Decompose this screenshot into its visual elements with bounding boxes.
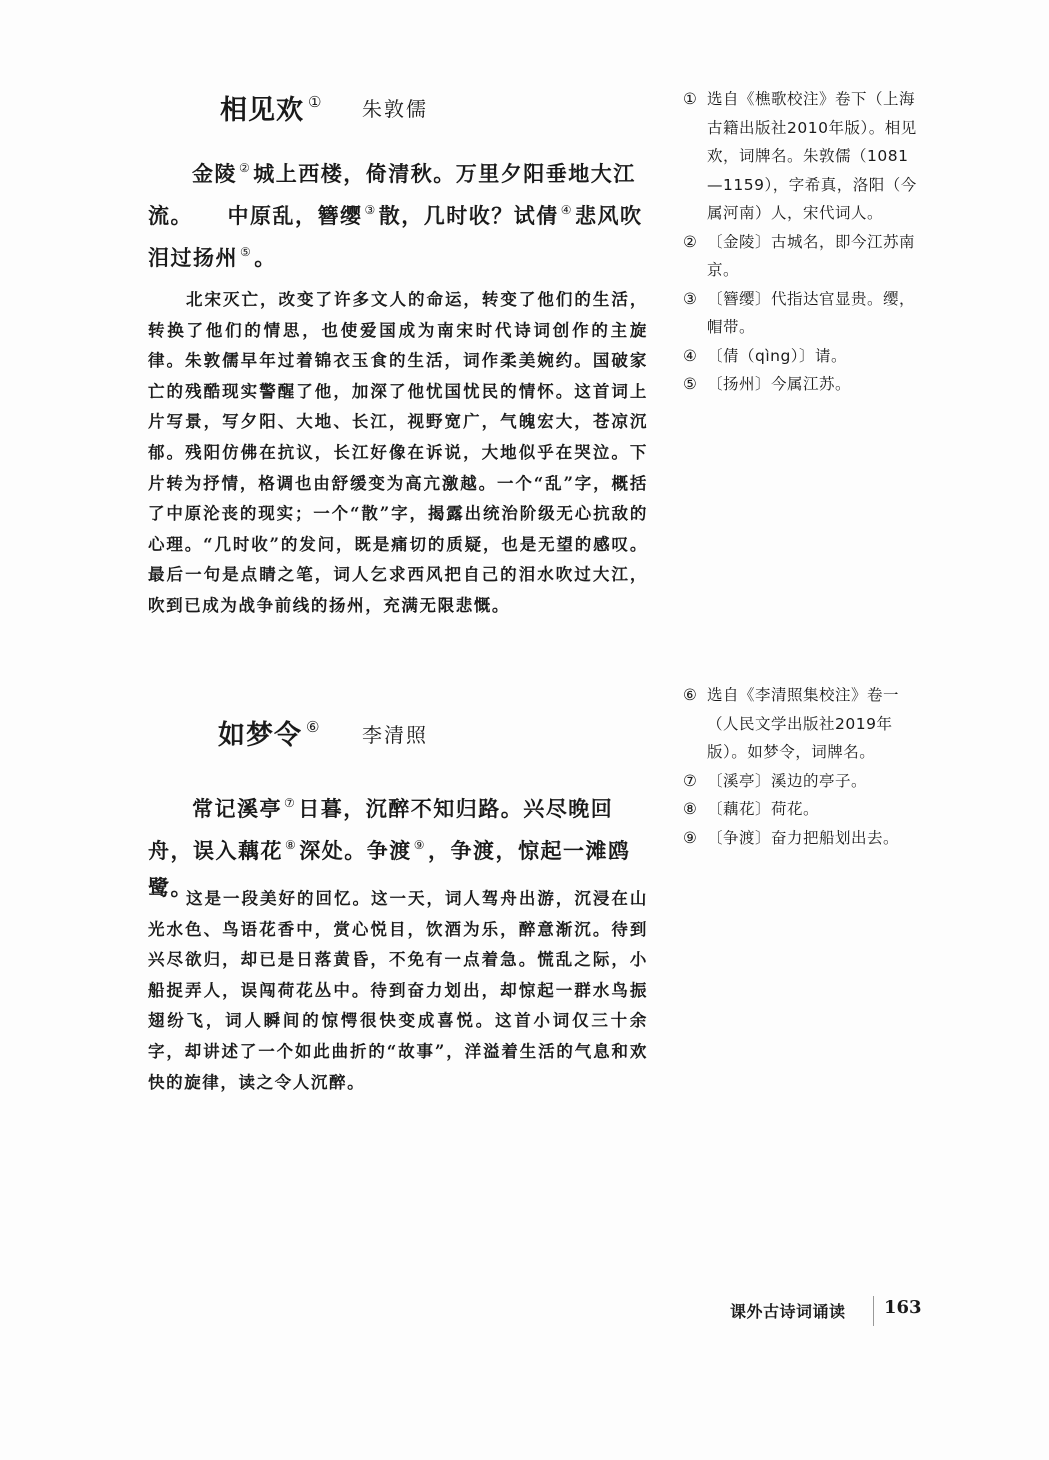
footnote-text: 选自《樵歌校注》卷下（上海古籍出版社2010年版）。相见欢，词牌名。朱敦儒（1081—1159），字希真，洛阳（今属河南）人，宋代词人。 [707, 90, 917, 222]
footnote-9 [683, 824, 923, 853]
poem2-text-part: ，争渡，惊起一滩鸥鹭。 [148, 838, 631, 900]
note-marker-zhengdu[interactable]: ⑨ [413, 838, 427, 852]
page-number: 163 [884, 1297, 922, 1318]
poem2-title-text: 如梦令 [218, 720, 302, 751]
footnote-marker: ⑧ [683, 800, 698, 818]
note-marker-xiting[interactable]: ⑦ [284, 796, 297, 810]
poem1-text [148, 150, 652, 276]
footnote-text: 〔倩（qìng）〕请。 [707, 346, 848, 365]
poem1-text-part: 金陵 [192, 161, 237, 186]
poem1-title-note-marker[interactable]: ① [308, 93, 323, 111]
poem1-title-text: 相见欢 [220, 95, 304, 126]
footnote-4 [683, 342, 923, 371]
poem1-text-part: 散，几时收？试倩 [378, 203, 559, 228]
poem1-text-part: 。 [254, 245, 277, 270]
footnote-text: 〔金陵〕古城名，即今江苏南京。 [707, 232, 916, 279]
poem1-text-part: 城上西楼，倚清秋。万里夕阳垂地大江流。 中原乱，簪缨 [148, 161, 636, 228]
poem2-commentary: 这是一段美好的回忆。这一天，词人驾舟出游，沉浸在山光水色、鸟语花香中，赏心悦目，饮酒为乐，醉意渐沉。待到兴尽欲归，却已是日落黄昏，不免有一点着急。慌乱之际，小船捉弄人，误闯荷花丛中。待到奋力划出，却惊起一群水鸟振翅纷飞，词人瞬间的惊愕很快变成喜悦。这首小词仅三十余字，却讲述了一个如此曲折的“故事”，洋溢着生活的气息和欢快的旋律，读之令人沉醉。 [148, 889, 648, 1092]
footnote-text: 〔溪亭〕溪边的亭子。 [707, 771, 868, 790]
note-marker-jinling[interactable]: ② [239, 161, 252, 175]
poem2-title [218, 713, 320, 752]
footnote-text: 选自《李清照集校注》卷一（人民文学出版社2019年版）。如梦令，词牌名。 [707, 686, 900, 761]
poem2-author: 李清照 [362, 723, 428, 747]
notes2-panel [683, 681, 923, 852]
footnote-1 [683, 85, 923, 228]
poem2-title-note-marker[interactable]: ⑥ [306, 718, 321, 736]
footer-section-label: 课外古诗词诵读 [730, 1302, 846, 1321]
footnote-marker: ④ [683, 346, 698, 365]
poem2-text-part: 日暮，沉醉不知归路。兴尽晚回舟，误入藕花 [148, 796, 614, 863]
poem2-text-part: 深处。争渡 [299, 838, 412, 863]
footnote-text: 〔扬州〕今属江苏。 [707, 375, 852, 393]
footnote-marker: ⑥ [683, 686, 698, 704]
footnote-8 [683, 795, 923, 824]
poem1-commentary: 北宋灭亡，改变了许多文人的命运，转变了他们的生活，转换了他们的情思，也使爱国成为南宋时代诗词创作的主旋律。朱敦儒早年过着锦衣玉食的生活，词作柔美婉约。国破家亡的残酷现实警醒了他，加深了他忧国忧民的情怀。这首词上片写景，写夕阳、大地、长江，视野宽广，气魄宏大，苍凉沉郁。残阳仿佛在抗议，长江好像在诉说，大地似乎在哭泣。下片转为抒情，格调也由舒缓变为高亢激越。一个“乱”字，概括了中原沦丧的现实；一个“散”字，揭露出统治阶级无心抗敌的心理。“几时收”的发问，既是痛切的质疑，也是无望的感叹。最后一句是点睛之笔，词人乞求西风把自己的泪水吹过大江，吹到已成为战争前线的扬州，充满无限悲慨。 [148, 290, 648, 615]
poem1-text-part: 悲风吹泪过扬州 [148, 203, 643, 270]
footnote-text: 〔争渡〕奋力把船划出去。 [707, 828, 900, 847]
note-marker-zanying[interactable]: ③ [364, 203, 377, 217]
footnote-6 [683, 681, 923, 767]
note-marker-yangzhou[interactable]: ⑤ [240, 245, 253, 259]
poem2-text-part: 常记溪亭 [192, 796, 282, 821]
footnote-marker: ③ [683, 289, 698, 308]
poem1-author: 朱敦儒 [362, 97, 428, 121]
footnote-marker: ⑤ [683, 375, 698, 393]
note-marker-qian[interactable]: ④ [560, 203, 574, 217]
footnote-2 [683, 228, 923, 285]
footnote-7 [683, 767, 923, 796]
footnote-text: 〔簪缨〕代指达官显贵。缨，帽带。 [707, 289, 916, 336]
poem1-title [220, 88, 322, 127]
footnote-5 [683, 370, 923, 399]
footnote-marker: ① [683, 90, 698, 108]
note-marker-ouhua[interactable]: ⑧ [285, 838, 298, 852]
footnote-text: 〔藕花〕荷花。 [707, 800, 820, 818]
notes1-panel [683, 85, 923, 399]
footer-divider [873, 1296, 874, 1326]
footnote-3 [683, 285, 923, 342]
footnote-marker: ⑨ [683, 828, 698, 847]
footnote-marker: ⑦ [683, 771, 698, 790]
footnote-marker: ② [683, 232, 698, 251]
